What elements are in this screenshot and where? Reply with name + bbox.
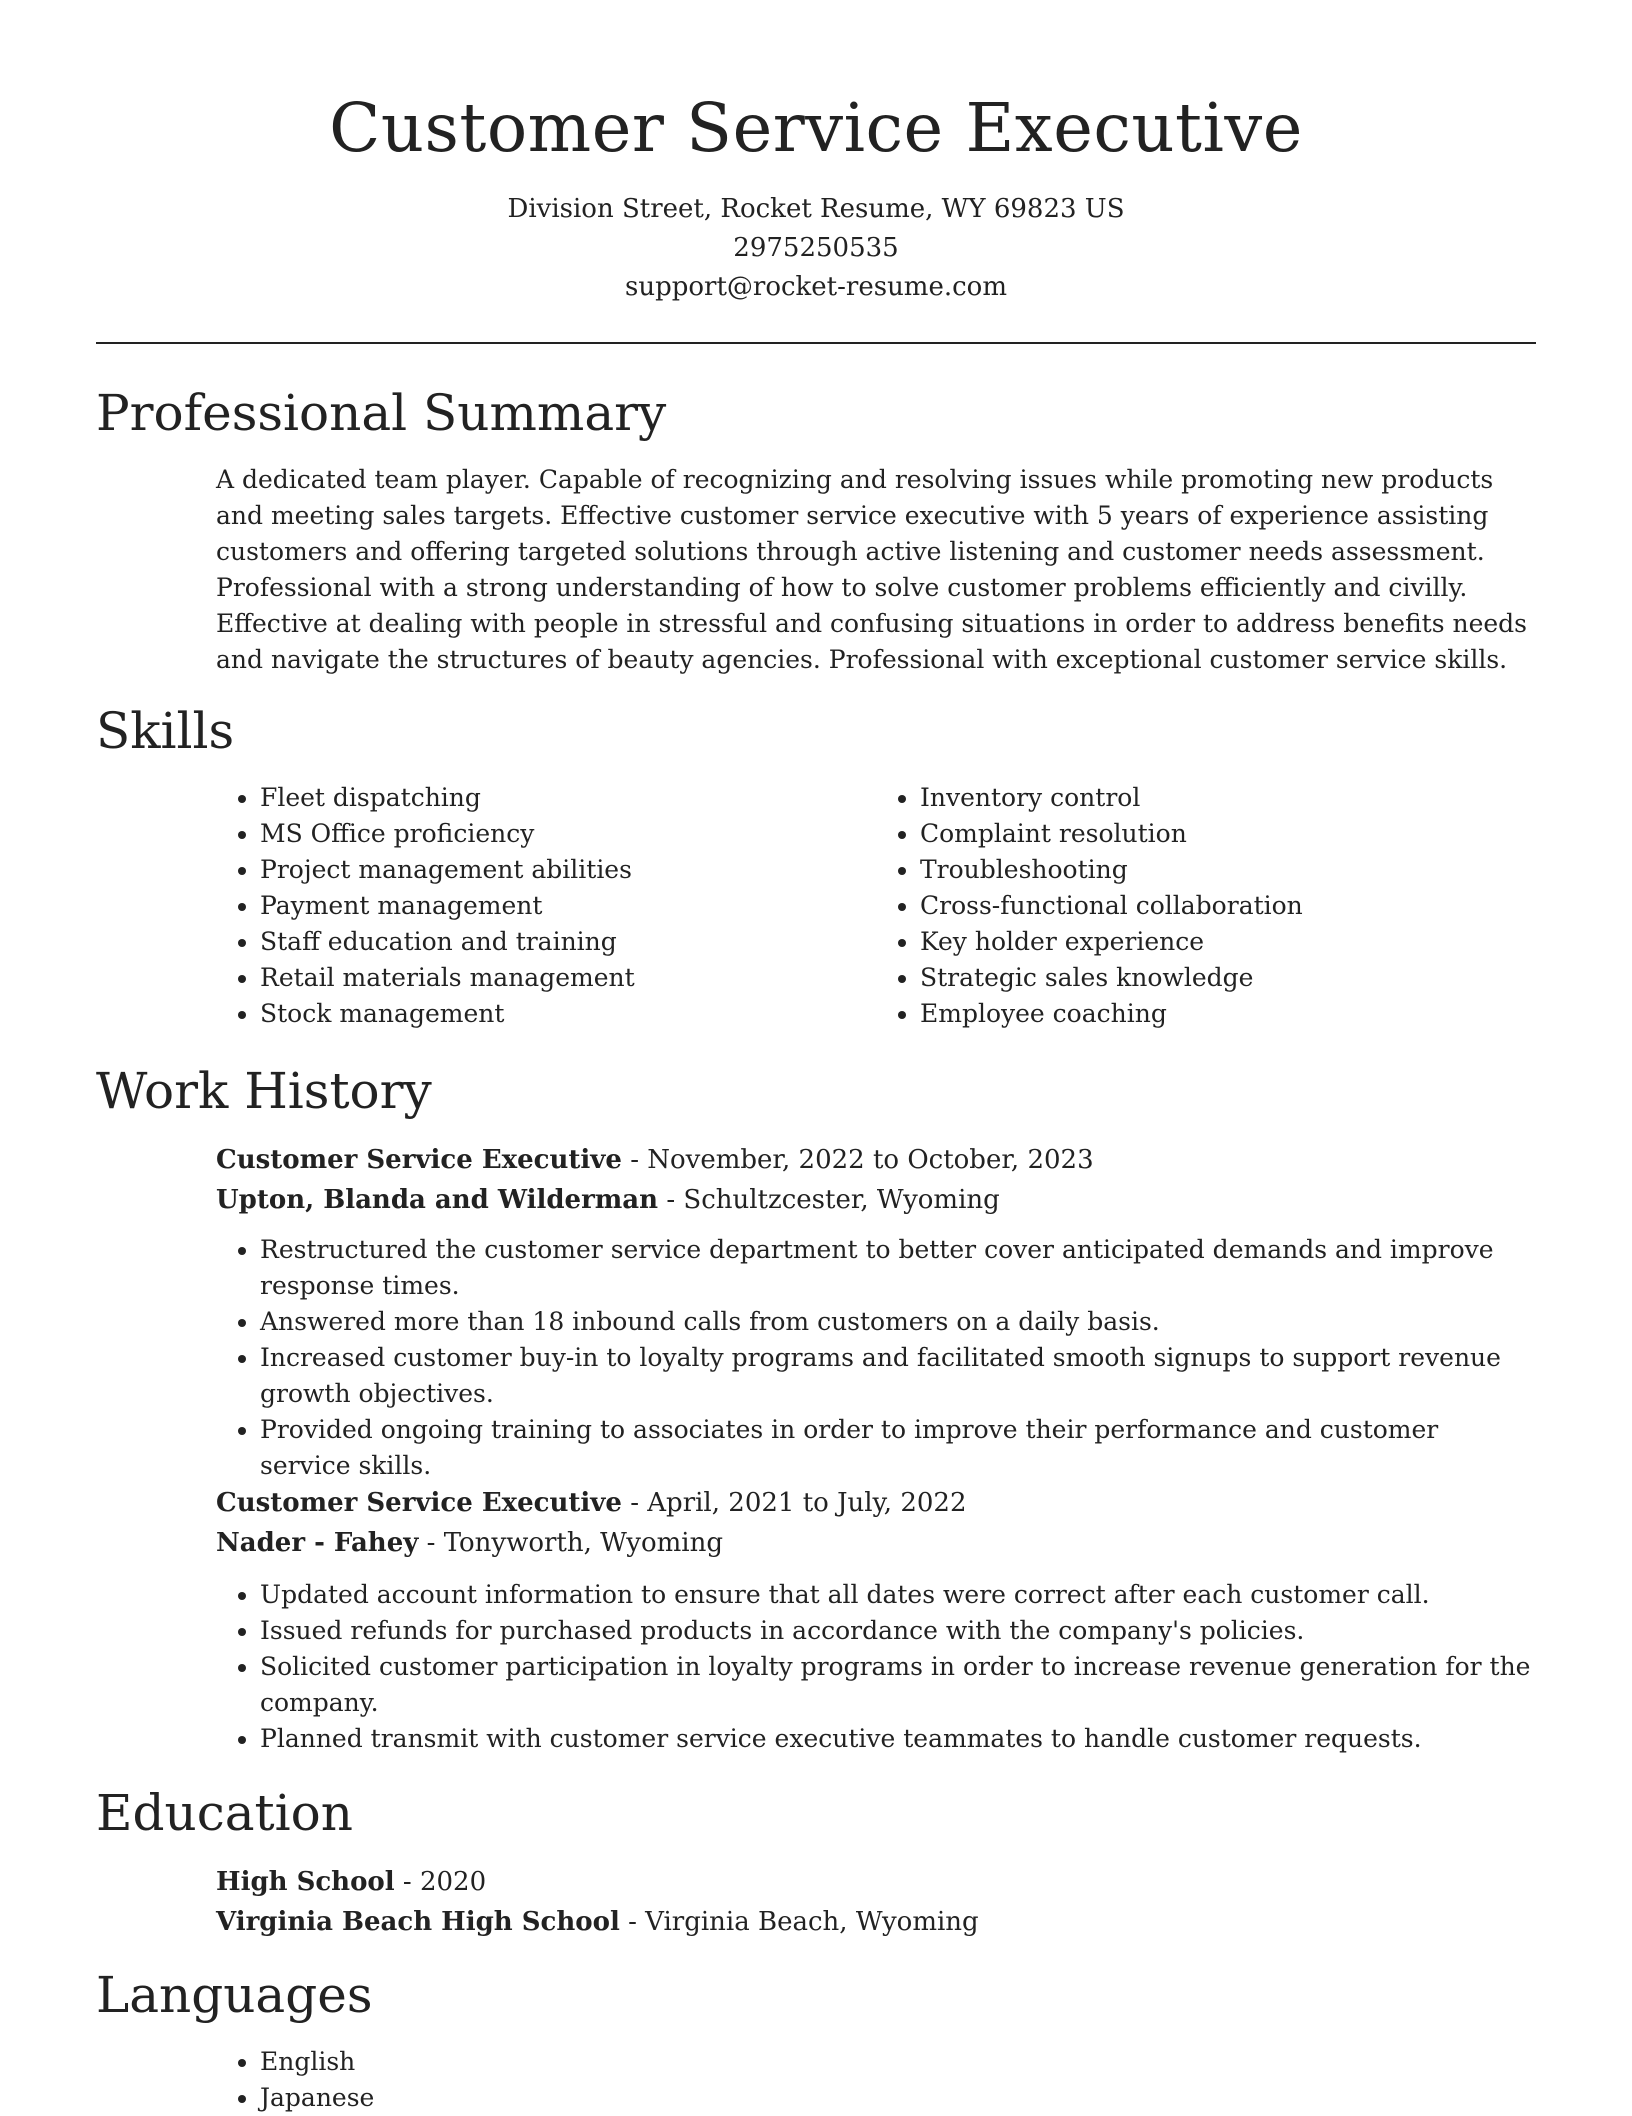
- skills-list-left: [216, 780, 876, 1032]
- job-company: Nader - Fahey: [216, 1528, 419, 1558]
- education-school-line: [216, 1902, 1536, 1942]
- job-title-line: [216, 1140, 1536, 1180]
- skill-item: • Stock management: [260, 996, 876, 1032]
- language-item: • English: [260, 2044, 1536, 2080]
- education-degree-line: [216, 1862, 1536, 1902]
- education-section: [216, 1862, 1536, 1942]
- skill-item: • MS Office proficiency: [260, 816, 876, 852]
- skill-item: • Strategic sales knowledge: [920, 960, 1536, 996]
- job-dates: - November, 2022 to October, 2023: [621, 1145, 1094, 1175]
- education-school: Virginia Beach High School: [216, 1907, 620, 1937]
- skill-item: • Key holder experience: [920, 924, 1536, 960]
- job-bullet: • Updated account information to ensure that all dates were correct after each customer call.: [260, 1577, 1536, 1613]
- skill-item: • Fleet dispatching: [260, 780, 876, 816]
- header-divider: [96, 342, 1536, 344]
- job-bullet: • Increased customer buy-in to loyalty programs and facilitated smooth signups to support revenue growth objectives.: [260, 1340, 1536, 1412]
- skill-item: • Cross-functional collaboration: [920, 888, 1536, 924]
- skill-item: • Complaint resolution: [920, 816, 1536, 852]
- education-year: - 2020: [394, 1867, 487, 1897]
- skill-item: • Payment management: [260, 888, 876, 924]
- job-entry: [216, 1140, 1536, 1484]
- languages-list: [216, 2044, 1536, 2116]
- skill-item: • Inventory control: [920, 780, 1536, 816]
- job-bullets: [216, 1232, 1536, 1484]
- job-location: - Tonyworth, Wyoming: [418, 1528, 724, 1558]
- job-bullet: • Answered more than 18 inbound calls from customers on a daily basis.: [260, 1304, 1536, 1340]
- education-degree: High School: [216, 1867, 395, 1897]
- education-heading: Education: [96, 1784, 353, 1842]
- job-bullets: [216, 1577, 1536, 1757]
- job-company-line: [216, 1180, 1536, 1220]
- languages-section: [216, 2044, 1536, 2116]
- job-bullet: • Provided ongoing training to associates in order to improve their performance and customer service skills.: [260, 1412, 1536, 1484]
- job-dates: - April, 2021 to July, 2022: [621, 1488, 967, 1518]
- contact-address: Division Street, Rocket Resume, WY 69823 US: [507, 194, 1125, 224]
- skills-section: [216, 780, 1536, 1032]
- job-company: Upton, Blanda and Wilderman: [216, 1185, 659, 1215]
- skill-item: • Staff education and training: [260, 924, 876, 960]
- summary-heading: Professional Summary: [96, 384, 667, 442]
- skill-item: • Retail materials management: [260, 960, 876, 996]
- job-bullet: • Planned transmit with customer service executive teammates to handle customer requests.: [260, 1721, 1536, 1757]
- job-company-line: [216, 1523, 1536, 1563]
- skill-item: • Employee coaching: [920, 996, 1536, 1032]
- contact-email: support@rocket-resume.com: [624, 272, 1007, 302]
- job-role: Customer Service Executive: [216, 1145, 622, 1175]
- contact-phone: 2975250535: [733, 233, 899, 263]
- skill-item: • Troubleshooting: [920, 852, 1536, 888]
- contact-block: [0, 190, 1632, 307]
- resume-header: [0, 0, 1632, 307]
- job-role: Customer Service Executive: [216, 1488, 622, 1518]
- skills-list-right: [876, 780, 1536, 1032]
- job-location: - Schultzcester, Wyoming: [658, 1185, 1000, 1215]
- languages-heading: Languages: [96, 1966, 373, 2024]
- candidate-name: Customer Service Executive: [329, 89, 1303, 167]
- skill-item: • Project management abilities: [260, 852, 876, 888]
- job-bullet: • Issued refunds for purchased products in accordance with the company's policies.: [260, 1613, 1536, 1649]
- language-item: • Japanese: [260, 2080, 1536, 2116]
- summary-section: [216, 462, 1536, 678]
- skills-heading: Skills: [96, 702, 235, 760]
- job-bullet: • Restructured the customer service department to better cover anticipated demands and improve response times.: [260, 1232, 1536, 1304]
- job-entry: [216, 1483, 1536, 1757]
- work-history-heading: Work History: [96, 1062, 432, 1120]
- education-location: - Virginia Beach, Wyoming: [619, 1907, 979, 1937]
- job-bullet: • Solicited customer participation in loyalty programs in order to increase revenue generation for the company.: [260, 1649, 1536, 1721]
- job-title-line: [216, 1483, 1536, 1523]
- summary-text: A dedicated team player. Capable of recognizing and resolving issues while promoting new products and meeting sales targets. Effective customer service executive with 5 years of experience assisting customers and offering targeted solutions through active listening and customer needs assessment. Professional with a strong understanding of how to solve customer problems efficiently and civilly. Effective at dealing with people in stressful and confusing situations in order to address benefits needs and navigate the structures of beauty agencies. Professional with exceptional customer service skills.: [216, 465, 1528, 674]
